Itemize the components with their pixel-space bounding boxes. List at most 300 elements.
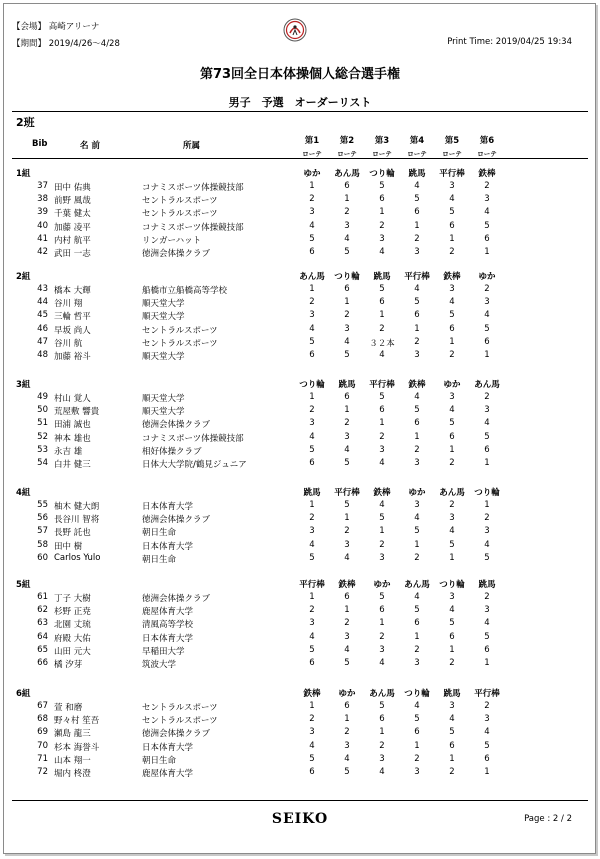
rotation-order: 6 [484,444,490,455]
rotation-order: 5 [309,753,315,764]
athlete-name: 神本 雄也 [54,433,91,444]
rotation-order: 2 [414,552,420,563]
athlete-name: 谷川 航 [54,338,83,349]
athlete-bib: 64 [37,631,48,642]
athlete-row [0,445,600,458]
rotation-order: 3 [414,767,420,777]
rotation-order: 5 [309,336,315,347]
rotation-order: 5 [344,500,350,510]
athlete-name: 杉本 海誉斗 [54,742,100,753]
rotation-order: 3 [449,392,455,402]
rotation-order: 2 [309,513,315,524]
rotation-order: 4 [484,207,490,218]
rotation-order: 6 [414,310,420,321]
rotation-header [367,134,397,158]
rotation-order: 3 [449,592,455,602]
rotation-order: 2 [379,220,385,231]
apparatus-label: つり輪 [474,488,500,498]
rotation-header-number: 第5 [444,136,460,146]
athlete-name: 橘 汐芽 [54,660,83,670]
athlete-row [0,618,600,631]
athlete-team: 鹿屋体育大学 [142,769,194,779]
rotation-header-suffix: ローテ [407,150,427,158]
rotation-order: 2 [414,753,420,764]
athlete-team: セントラルスポーツ [142,209,218,220]
rotation-order: 4 [344,233,350,244]
athlete-name: 府殿 大佑 [54,633,91,644]
rotation-order: 6 [449,431,455,442]
rotation-order: 2 [484,284,490,294]
rotation-order: 3 [484,297,490,308]
athlete-row [0,540,600,553]
athlete-team: コナミスポーツ体操競技部 [142,433,244,444]
rotation-order: 4 [309,220,315,231]
rotation-header [332,134,362,158]
athlete-team: コナミスポーツ体操競技部 [142,183,244,193]
rotation-order: 2 [344,618,350,629]
rotation-order: 3 [449,181,455,191]
rotation-order: 2 [344,418,350,429]
athlete-name: 白井 健三 [54,460,91,470]
athlete-team: 早稲田大学 [142,646,185,657]
rotation-order: 3 [484,714,490,725]
athlete-team: セントラルスポーツ [142,338,218,349]
athlete-bib: 44 [37,297,48,308]
athlete-bib: 56 [37,513,48,524]
rotation-order: 1 [379,310,385,321]
athlete-row [0,714,600,727]
rotation-order: 3 [414,458,420,468]
athlete-row [0,418,600,431]
rotation-header-suffix: ローテ [337,150,357,158]
athlete-name: 田中 樹 [54,541,83,552]
rotation-order: 5 [484,740,490,751]
apparatus-label: あん馬 [299,272,325,282]
rotation-order: 4 [449,605,455,616]
rotation-order: 3 [344,539,350,550]
athlete-row [0,247,600,260]
rotation-order: 4 [379,458,385,468]
rotation-order: 4 [379,658,385,668]
athlete-row [0,592,600,605]
rotation-order: 3 [379,753,385,764]
rotation-order: 2 [344,207,350,218]
rotation-order: 6 [309,247,315,257]
rotation-order: 3 [379,444,385,455]
rotation-order: 6 [414,618,420,629]
athlete-bib: 60 [37,552,48,563]
athlete-name: 村山 覚人 [54,394,91,404]
rotation-order: 5 [379,181,385,191]
group-label: 3組 [16,380,31,390]
rotation-order: 4 [379,247,385,257]
rotation-order: 2 [449,500,455,510]
rotation-order: 3 [344,431,350,442]
rotation-order: 2 [484,181,490,191]
rotation-order: 2 [379,539,385,550]
rotation-order: 2 [379,431,385,442]
rotation-order: 6 [484,644,490,655]
rotation-order: 6 [484,753,490,764]
rotation-order: 2 [414,644,420,655]
athlete-team: 船橋市立船橋高等学校 [142,286,228,296]
page-subtitle: 男子 予選 オーダーリスト [228,96,372,109]
apparatus-label: 平行棒 [474,689,500,699]
rotation-order: 5 [344,247,350,257]
rotation-order: 1 [344,605,350,616]
rotation-order: 2 [449,658,455,668]
rotation-order: 4 [309,323,315,334]
athlete-team: セントラルスポーツ [142,716,218,727]
rotation-order: 4 [414,181,420,191]
rotation-order: 1 [379,526,385,537]
athlete-bib: 47 [37,336,48,347]
rotation-order: 4 [309,431,315,442]
rotation-order: 1 [379,207,385,218]
athlete-team: 朝日生命 [142,755,177,766]
rotation-order: 6 [484,336,490,347]
rotation-order: 1 [414,220,420,231]
rotation-order: 2 [344,727,350,738]
athlete-name: Carlos Yulo [54,552,101,563]
rotation-order: 5 [414,194,420,205]
rotation-order: 1 [309,181,315,191]
rotation-order: 5 [414,405,420,416]
athlete-bib: 50 [37,405,48,416]
rotation-order: 5 [309,444,315,455]
rotation-order: 1 [414,431,420,442]
rotation-order: 1 [344,513,350,524]
athlete-row [0,701,600,714]
athlete-bib: 49 [37,392,48,402]
athlete-row [0,310,600,323]
rotation-order: 6 [414,727,420,738]
apparatus-label: ゆか [478,272,496,282]
apparatus-label: 平行棒 [369,380,395,390]
rotation-order: 4 [414,592,420,602]
rotation-order: 6 [379,297,385,308]
athlete-team: 順天堂大学 [142,394,185,404]
rotation-order: 1 [344,194,350,205]
group-label: 2組 [16,272,31,282]
athlete-row [0,513,600,526]
rotation-order: 1 [449,233,455,244]
rotation-order: 6 [414,418,420,429]
federation-emblem-icon [283,18,307,42]
rotation-order: 4 [344,444,350,455]
rotation-order: 3 [309,310,315,321]
rotation-order: 5 [449,310,455,321]
athlete-team: コナミスポーツ体操競技部 [142,222,244,233]
rotation-order: 4 [484,310,490,321]
rotation-order: 4 [449,405,455,416]
rotation-order: 6 [449,631,455,642]
rotation-order: 5 [449,618,455,629]
athlete-team: 筑波大学 [142,660,177,670]
rotation-header-suffix: ローテ [372,150,392,158]
apparatus-label: 跳馬 [443,689,461,699]
rotation-order: 1 [449,336,455,347]
apparatus-label: あん馬 [369,689,395,699]
athlete-team: 日本体育大学 [142,541,194,552]
athlete-name: 田浦 誠也 [54,420,91,431]
rotation-order: 1 [414,323,420,334]
rotation-order: 3 [484,526,490,537]
rotation-order: 5 [344,658,350,668]
rotation-order: 2 [309,714,315,725]
athlete-name: 瀬島 龍三 [54,729,91,740]
athlete-name: 堀内 柊澄 [54,769,91,779]
rotation-order: 5 [309,552,315,563]
athlete-bib: 40 [37,220,48,231]
athlete-row [0,741,600,754]
rotation-header-number: 第6 [479,136,495,146]
rotation-order: 6 [449,740,455,751]
athlete-bib: 53 [37,444,48,455]
name-column-header: 名 前 [80,141,100,151]
rotation-order: 4 [344,644,350,655]
athlete-bib: 46 [37,323,48,334]
athlete-row [0,324,600,337]
apparatus-label: 跳馬 [373,272,391,282]
rotation-order: 6 [309,458,315,468]
rotation-order: 4 [379,350,385,360]
athlete-bib: 68 [37,714,48,725]
athlete-name: 長野 託也 [54,528,91,539]
print-time: Print Time: 2019/04/25 19:34 [447,37,572,47]
rotation-header [437,134,467,158]
seiko-logo: SEIKO [271,811,329,827]
athlete-name: 内村 航平 [54,235,91,246]
rotation-order: 2 [414,336,420,347]
rotation-order: 5 [379,701,385,711]
rotation-order: 6 [449,220,455,231]
athlete-name: 武田 一志 [54,249,91,259]
rotation-order: 3 [414,500,420,510]
rotation-order: 2 [309,297,315,308]
page-title: 第73回全日本体操個人総合選手権 [199,67,401,82]
rotation-order: 6 [344,701,350,711]
rotation-order: 1 [414,740,420,751]
rotation-order: 3 [414,247,420,257]
athlete-name: 永吉 雄 [54,446,83,457]
rotation-order: 3 [484,405,490,416]
athlete-name: 山田 元大 [54,646,91,657]
athlete-team: 順天堂大学 [142,352,185,362]
group-label: 4組 [16,488,31,498]
rotation-order: 4 [344,336,350,347]
athlete-team: 鹿屋体育大学 [142,607,194,618]
rotation-order: 4 [484,727,490,738]
rotation-order: 2 [379,323,385,334]
page-number: Page : 2 / 2 [524,814,572,824]
rotation-order: 6 [414,207,420,218]
rotation-order: 3 [379,552,385,563]
athlete-name: 長谷川 智将 [54,515,100,526]
athlete-team: 日本体育大学 [142,633,194,644]
rotation-order: 3 [344,631,350,642]
rotation-order: 3 [484,605,490,616]
group-label: 6組 [16,689,31,699]
rotation-order: 6 [344,392,350,402]
athlete-team: 順天堂大学 [142,312,185,323]
rotation-order: 6 [449,323,455,334]
apparatus-label: 鉄棒 [303,689,321,699]
rotation-order: 4 [449,526,455,537]
rotation-order: 6 [309,350,315,360]
rotation-order: 4 [309,740,315,751]
rotation-header-suffix: ローテ [302,150,322,158]
rotation-order: 5 [414,297,420,308]
athlete-team: セントラルスポーツ [142,703,218,713]
rotation-order: 5 [344,458,350,468]
athlete-team: 日本体育大学 [142,742,194,753]
rotation-order: 6 [309,658,315,668]
athlete-bib: 70 [37,740,48,751]
athlete-team: 順天堂大学 [142,407,185,418]
athlete-bib: 61 [37,592,48,602]
rotation-order: 3 [309,526,315,537]
athlete-name: 橋本 大輝 [54,286,91,296]
athlete-team: 徳洲会体操クラブ [142,515,211,526]
rotation-header-number: 第2 [339,136,355,146]
rotation-order: 1 [309,500,315,510]
apparatus-label: つり輪 [404,689,430,699]
apparatus-label: あん馬 [334,169,360,179]
rotation-order: 2 [344,526,350,537]
athlete-bib: 42 [37,247,48,257]
athlete-row [0,392,600,405]
athlete-name: 野々村 笙吾 [54,716,100,727]
rotation-order: 4 [379,767,385,777]
athlete-row [0,297,600,310]
athlete-row [0,337,600,350]
rotation-order: 3 [379,644,385,655]
rotation-order: 1 [484,350,490,360]
athlete-team: セントラルスポーツ [142,196,218,207]
rotation-header-number: 第1 [304,136,320,146]
athlete-bib: 67 [37,701,48,711]
rotation-order: 2 [484,513,490,524]
athlete-name: 加藤 凌平 [54,222,91,233]
rotation-order: 3 [309,418,315,429]
rotation-header [402,134,432,158]
rotation-order: 1 [379,418,385,429]
athlete-name: 丁子 大樹 [54,594,91,604]
rotation-order: 5 [379,592,385,602]
team-column-header: 所属 [183,141,201,151]
athlete-bib: 72 [37,767,48,777]
athlete-team: 朝日生命 [142,554,177,565]
apparatus-label: 鉄棒 [443,272,461,282]
apparatus-label: 鉄棒 [338,580,356,590]
rotation-order: 3 [309,207,315,218]
rotation-order: 1 [379,727,385,738]
rotation-order: 2 [344,310,350,321]
rotation-order: 4 [484,418,490,429]
athlete-row [0,605,600,618]
athlete-row [0,645,600,658]
rotation-order: 5 [484,431,490,442]
athlete-name: 杉野 正尭 [54,607,91,618]
rotation-order: 4 [484,539,490,550]
athlete-name: 北園 丈琉 [54,620,91,631]
rotation-order: 1 [449,644,455,655]
rotation-order: 1 [344,405,350,416]
apparatus-label: 鉄棒 [478,169,496,179]
athlete-bib: 58 [37,539,48,550]
athlete-team: 日体大大学院/鶴見ジュニア [142,460,247,470]
athlete-name: 谷川 翔 [54,299,83,310]
rotation-order: 3 [309,727,315,738]
apparatus-label: 跳馬 [478,580,496,590]
rotation-order: 1 [379,618,385,629]
rotation-order: 2 [484,592,490,602]
rotation-order: 1 [484,247,490,257]
athlete-bib: 52 [37,431,48,442]
athlete-bib: 51 [37,418,48,429]
rotation-order: 6 [379,194,385,205]
rotation-order: 3 [379,233,385,244]
rotation-order: 1 [414,539,420,550]
athlete-row [0,658,600,671]
rotation-header-suffix: ローテ [442,150,462,158]
rotation-order: 2 [449,247,455,257]
rotation-order: 1 [449,753,455,764]
rotation-order: 2 [484,701,490,711]
athlete-bib: 39 [37,207,48,218]
athlete-row [0,727,600,740]
athlete-team: 徳洲会体操クラブ [142,420,211,431]
athlete-row [0,458,600,471]
rotation-order: 2 [309,605,315,616]
rotation-order: 6 [344,284,350,294]
apparatus-label: 鉄棒 [373,488,391,498]
athlete-bib: 41 [37,233,48,244]
rotation-order: 3 [344,740,350,751]
rotation-order: 6 [484,233,490,244]
apparatus-label: 平行棒 [299,580,325,590]
athlete-row [0,632,600,645]
rotation-order: 6 [379,714,385,725]
apparatus-label: つり輪 [334,272,360,282]
rotation-header-number: 第3 [374,136,390,146]
rotation-order: 4 [414,513,420,524]
athlete-row [0,767,600,780]
athlete-name: 前野 風哉 [54,196,91,207]
apparatus-label: ゆか [373,580,391,590]
apparatus-label: つり輪 [299,380,325,390]
apparatus-label: つり輪 [369,169,395,179]
athlete-team: セントラルスポーツ [142,325,218,336]
rotation-header-number: 第4 [409,136,425,146]
rotation-order: 6 [344,592,350,602]
rotation-order: 3 [414,350,420,360]
rotation-order: 2 [414,444,420,455]
athlete-name: 柚木 健大朗 [54,502,100,512]
rotation-order: ３２本 [369,338,395,349]
rotation-order: 1 [484,767,490,777]
athlete-row [0,284,600,297]
rotation-order: 3 [309,618,315,629]
rotation-order: 1 [449,552,455,563]
athlete-team: 徳洲会体操クラブ [142,729,211,740]
athlete-bib: 62 [37,605,48,616]
athlete-bib: 55 [37,500,48,510]
apparatus-label: あん馬 [404,580,430,590]
rotation-order: 2 [309,405,315,416]
rotation-order: 5 [484,220,490,231]
